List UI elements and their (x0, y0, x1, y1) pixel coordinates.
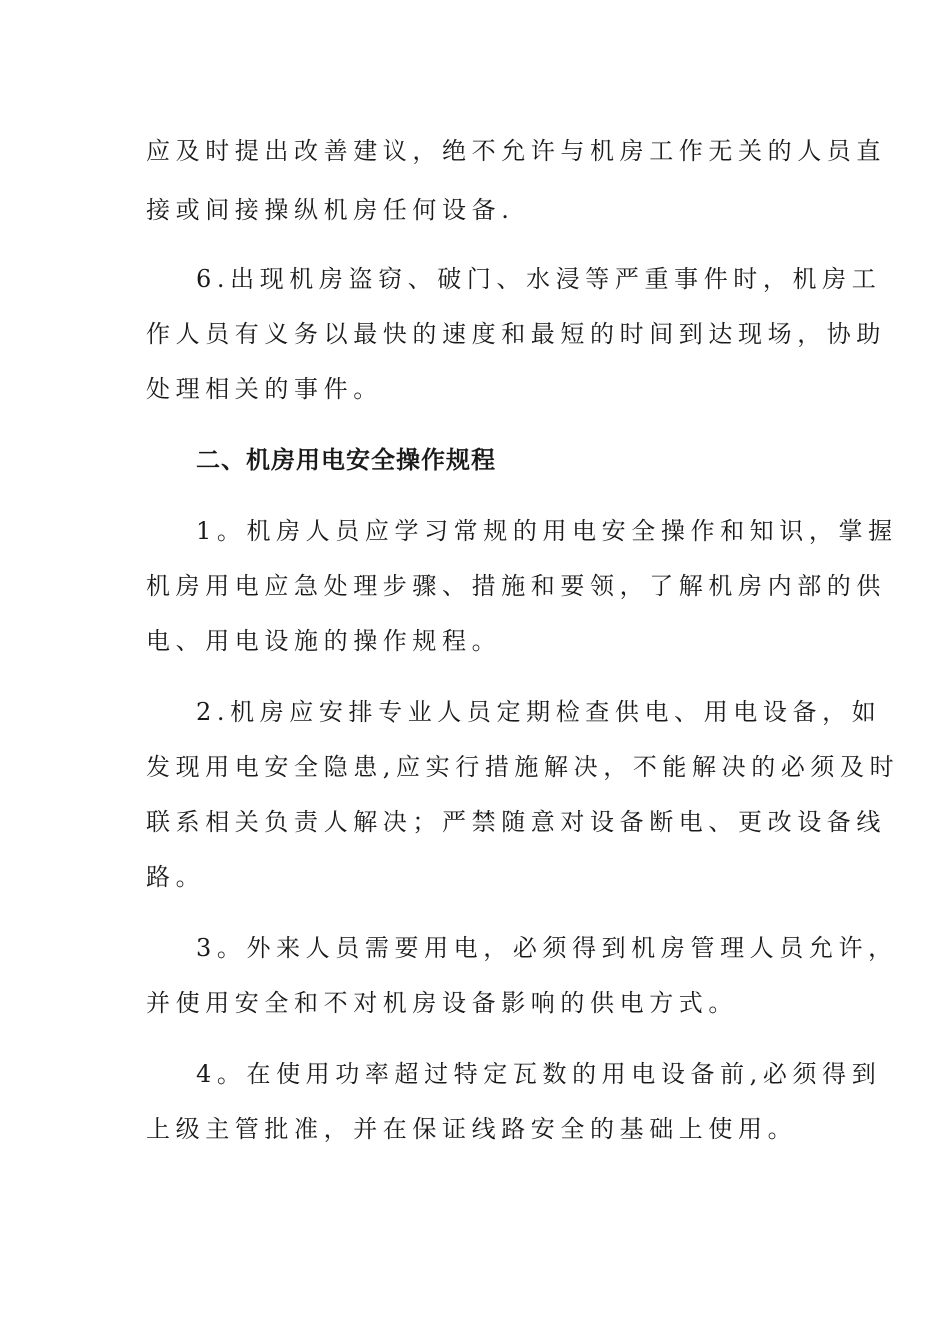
paragraph-line: 作人员有义务以最快的速度和最短的时间到达现场，协助 (146, 320, 886, 348)
paragraph-line: 4。在使用功率超过特定瓦数的用电设备前,必须得到 (196, 1060, 882, 1088)
paragraph-line: 处理相关的事件。 (146, 375, 383, 403)
section-heading: 二、机房用电安全操作规程 (196, 446, 496, 474)
paragraph-line: 电、用电设施的操作规程。 (146, 627, 502, 655)
paragraph-line: 接或间接操纵机房任何设备. (146, 196, 515, 224)
paragraph-line: 机房用电应急处理步骤、措施和要领，了解机房内部的供 (146, 572, 886, 600)
paragraph-line: 应及时提出改善建议，绝不允许与机房工作无关的人员直 (146, 137, 886, 165)
paragraph-line: 1。机房人员应学习常规的用电安全操作和知识，掌握 (196, 517, 898, 545)
paragraph-line: 联系相关负责人解决；严禁随意对设备断电、更改设备线 (146, 808, 886, 836)
paragraph-line: 6.出现机房盗窃、破门、水浸等严重事件时，机房工 (196, 265, 882, 293)
paragraph-line: 并使用安全和不对机房设备影响的供电方式。 (146, 989, 738, 1017)
paragraph-line: 2.机房应安排专业人员定期检查供电、用电设备，如 (196, 698, 882, 726)
paragraph-line: 上级主管批准，并在保证线路安全的基础上使用。 (146, 1115, 798, 1143)
paragraph-line: 发现用电安全隐患,应实行措施解决，不能解决的必须及时 (146, 753, 900, 781)
paragraph-line: 路。 (146, 863, 206, 891)
paragraph-line: 3。外来人员需要用电，必须得到机房管理人员允许， (196, 934, 898, 962)
